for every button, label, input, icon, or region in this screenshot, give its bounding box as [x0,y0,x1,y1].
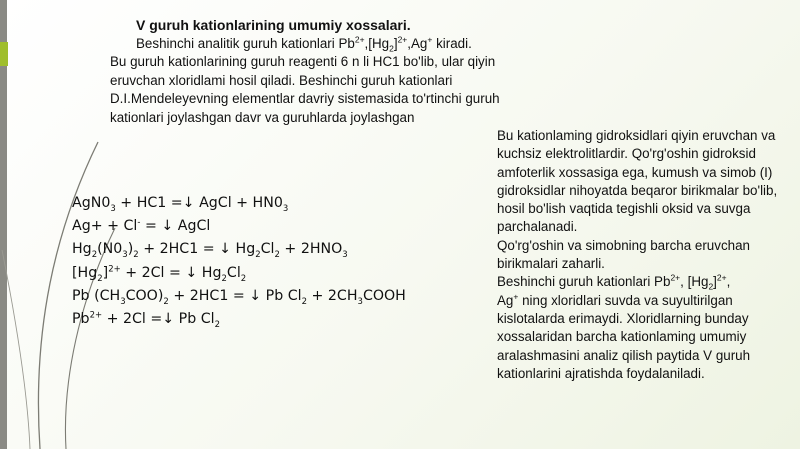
eq-sub: 2 [255,250,261,261]
eq-sub: 3 [282,203,289,214]
slide-title: V guruh kationlarining umumiy xossalari. [136,17,411,33]
intro-first-line [110,35,520,53]
eq-sub: 2 [301,296,307,307]
eq-part: Cl [260,241,275,258]
equation-hg2no3 [72,238,406,261]
eq-part: COOH [362,287,406,304]
eq-sub: 2 [133,250,139,261]
eq-part: = ↓ AgCl [140,218,211,235]
intro-line-end: kiradi. [432,36,472,51]
hg-open: ,[Hg [364,36,390,51]
hg-close: ] [713,274,717,290]
eq-sub: 2 [91,250,98,261]
eq-part: + 2HNO [279,241,343,258]
eq-part: + 2Cl =↓ Pb Cl [102,311,215,328]
equation-pb-acetate [72,285,406,308]
intro-body: Bu guruh kationlarining guruh reagenti 6 n li HC1 bo'lib, ular qiyin eruvchan xloridlami hosil qiladi. Beshinchi guruh kationlari D.I.Mendeleyevning elementlar davriy sistemasida to'rtinchi guruh kationlari joylashgan davr va guruhlarda joylashgan [110,54,500,125]
eq-part: + HC1 =↓ AgCl + HN0 [115,195,283,211]
ag-charge: + [427,34,433,45]
comma: , [726,274,731,290]
ag-text: ,Ag [407,36,428,51]
chloride-rest: ning xloridlari suvda va suyultirilgan kislotalarda erimaydi. Xloridlarning bunday xossalaridan barcha kationlaming umumiy aralashmasini analiz qilish paytida V guruh kationlarini ajratishda foydalaniladi. [497,292,751,381]
ag-text: Ag [497,292,514,308]
hg-subscript: 2 [389,43,394,54]
eq-part: Pb (CH [72,287,121,304]
equation-ag-cl [72,215,406,238]
hg-charge: 2+ [716,272,727,283]
eq-sub: 2 [163,296,169,307]
eq-sub: 3 [120,296,126,307]
eq-sub: 2 [240,273,247,284]
eq-part: COO) [125,287,164,304]
hg-charge: 2+ [397,34,408,45]
eq-sub: 2 [214,319,221,330]
eq-sup: 2+ [89,310,103,321]
eq-sub: 3 [110,203,116,214]
hg-open: , [Hg [680,274,709,290]
pb-charge: 2+ [354,34,365,45]
toxicity-paragraph: Qo'rg'oshin va simobning barcha eruvchan birikmalari zaharli. [497,237,750,272]
eq-sub: 2 [221,273,227,284]
eq-part: AgN0 [72,195,111,211]
eq-part: Cl [226,264,241,281]
eq-part: [Hg [72,264,98,281]
properties-text-block [497,127,779,383]
eq-sub: 2 [97,273,103,284]
hg-close: ] [393,36,398,51]
chloride-paragraph [497,273,779,383]
equation-hg2-ion [72,262,406,285]
pb-charge: 2+ [670,272,681,283]
eq-sub: 3 [122,250,128,261]
equation-pb-ion [72,308,406,331]
eq-part: ] [102,264,109,281]
eq-part: (N0 [97,241,123,258]
eq-part: Ag+ + Cl [72,218,138,235]
eq-part: + 2HC1 = ↓ Pb Cl [168,287,302,304]
intro-lead-text: Beshinchi analitik guruh kationlari Pb [136,36,355,51]
ag-charge: + [513,291,519,302]
eq-sub: 3 [357,296,363,307]
hg-subscript: 2 [708,282,714,293]
equation-agno3 [72,192,406,215]
eq-part: + 2HC1 = ↓ Hg [138,241,256,258]
eq-part: Pb [72,311,90,328]
eq-sup: 2+ [108,263,121,274]
eq-part: ) [127,241,134,258]
eq-sup: - [137,217,141,228]
eq-sub: 2 [274,250,280,261]
chloride-lead: Beshinchi guruh kationlari Pb [497,274,671,290]
hydroxide-paragraph: Bu kationlaming gidroksidlari qiyin eruvchan va kuchsiz elektrolitlardir. Qo'rg'oshin gidroksid amfoterlik xossasiga ega, kumush va simob (I) gidroksidlar nihoyatda beqaror birikmalar bo'lib, hosil bo'lish vaqtida tegishli oksid va suvga parchalanadi. [497,128,778,235]
reaction-equations [72,192,406,331]
eq-part: Hg [72,241,92,258]
intro-paragraph [110,35,520,127]
eq-sub: 3 [342,250,348,261]
eq-part: + 2Cl = ↓ Hg [120,264,222,281]
eq-part: + 2CH [307,287,358,304]
